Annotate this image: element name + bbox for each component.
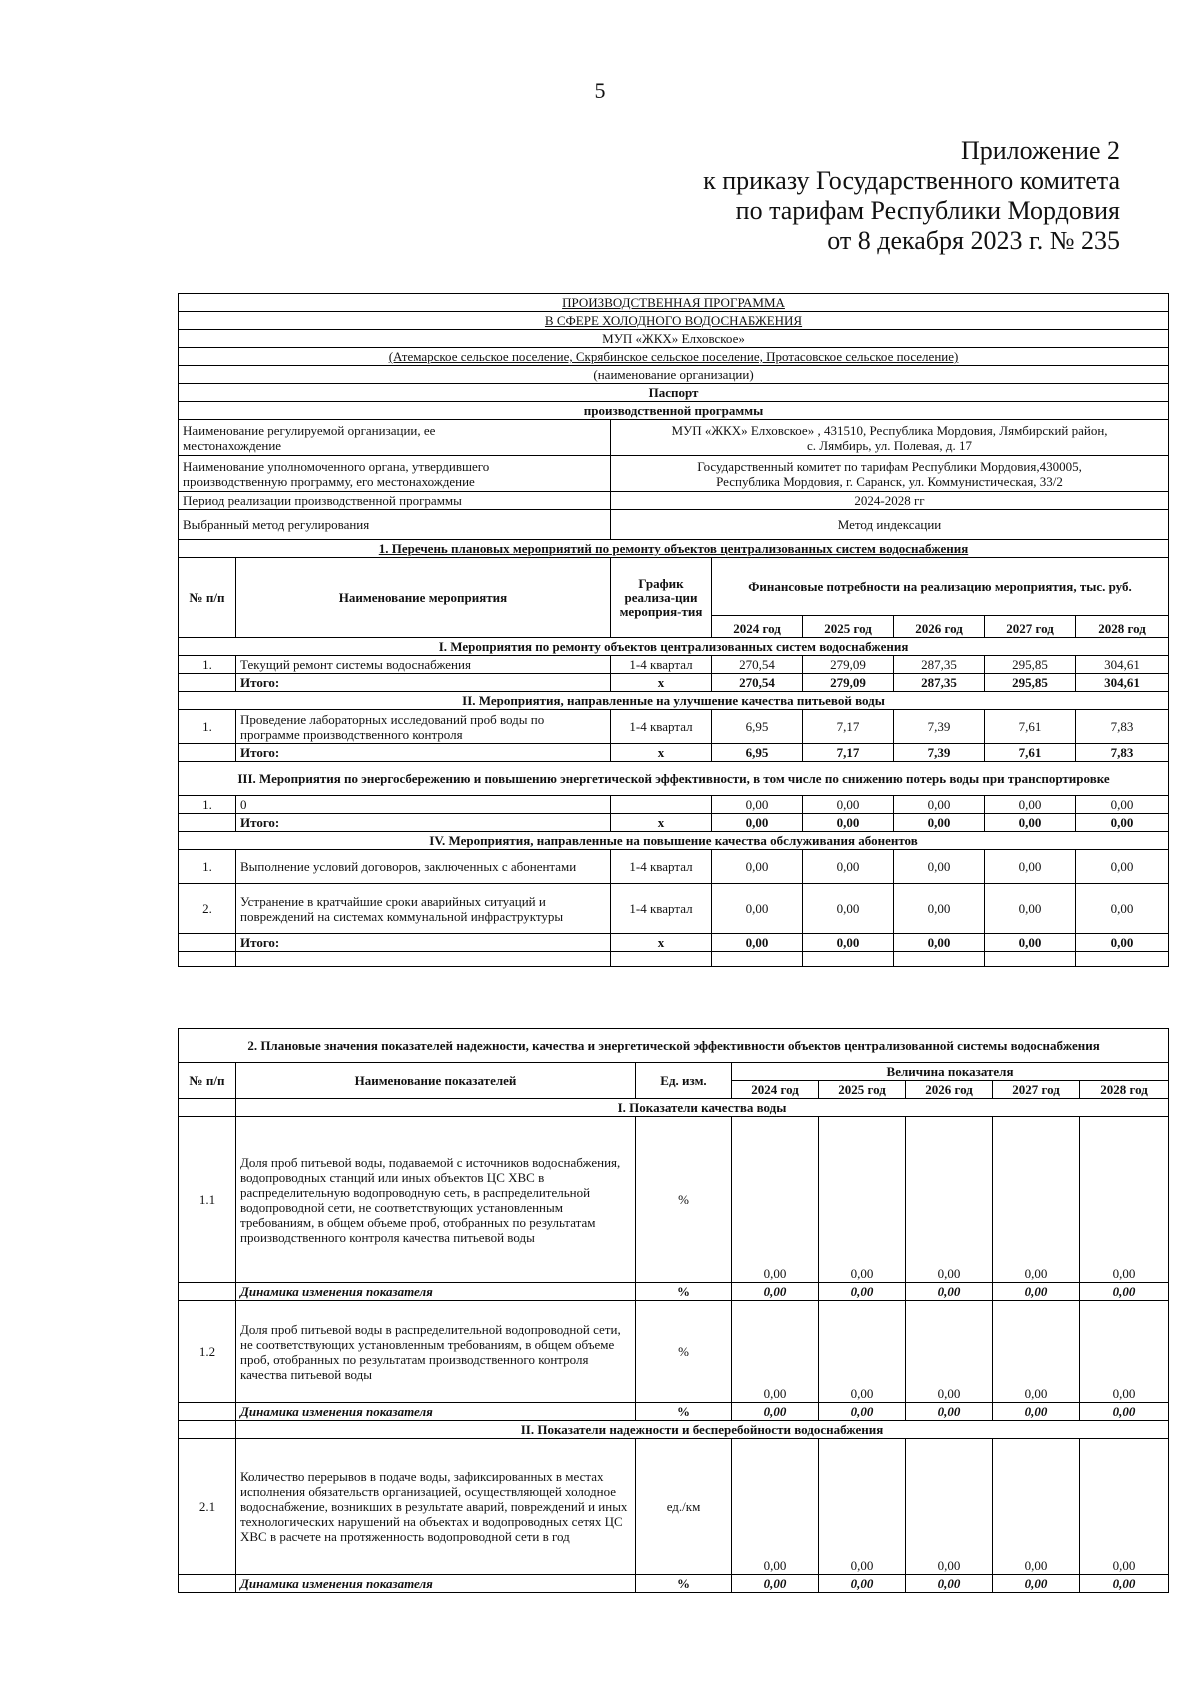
row-num: 2.1 [179, 1439, 236, 1575]
x-mark: х [611, 934, 712, 952]
row-value: 6,95 [712, 710, 803, 744]
group-title: I. Мероприятия по ремонту объектов централизованных систем водоснабжения [179, 638, 1169, 656]
appendix-line: от 8 декабря 2023 г. № 235 [827, 226, 1120, 255]
table-row [179, 850, 1169, 884]
col-name-header: Наименование показателей [236, 1063, 636, 1099]
dynamics-value: 0,00 [732, 1283, 819, 1301]
year-header: 2028 год [1080, 1081, 1169, 1099]
total-value: 279,09 [803, 674, 894, 692]
row-name: Устранение в кратчайшие сроки аварийных ситуаций и повреждений на системах коммунальной инфраструктуры [236, 884, 611, 934]
dynamics-value: 0,00 [906, 1403, 993, 1421]
row-value: 0,00 [819, 1301, 906, 1403]
dynamics-value: 0,00 [906, 1575, 993, 1593]
total-label: Итого: [236, 674, 611, 692]
passport-value: МУП «ЖКХ» Елховское» , 431510, Республика Мордовия, Лямбирский район, с. Лямбирь, ул. Полевая, д. 17 [611, 420, 1169, 456]
total-value: 295,85 [985, 674, 1076, 692]
appendix-block [560, 136, 1120, 256]
row-value: 0,00 [1076, 884, 1169, 934]
row-value: 0,00 [906, 1301, 993, 1403]
section2-title: 2. Плановые значения показателей надежности, качества и энергетической эффективности объектов централизованной системы водоснабжения [179, 1029, 1169, 1063]
group-title: I. Показатели качества воды [236, 1099, 1169, 1117]
total-row [179, 674, 1169, 692]
row-value: 287,35 [894, 656, 985, 674]
row-value: 0,00 [1080, 1301, 1169, 1403]
col-num-header: № п/п [179, 558, 236, 638]
row-name: Текущий ремонт системы водоснабжения [236, 656, 611, 674]
year-header: 2028 год [1076, 616, 1169, 638]
passport-label: Наименование уполномоченного органа, утвердившего производственную программу, его местонахождение [179, 456, 611, 492]
year-header: 2024 год [732, 1081, 819, 1099]
row-unit: ед./км [636, 1439, 732, 1575]
total-value: 0,00 [1076, 934, 1169, 952]
total-value: 0,00 [894, 814, 985, 832]
program-sphere: В СФЕРЕ ХОЛОДНОГО ВОДОСНАБЖЕНИЯ [179, 312, 1169, 330]
spacer-row [179, 952, 1169, 967]
passport-label: Наименование регулируемой организации, ее местонахождение [179, 420, 611, 456]
dynamics-value: 0,00 [993, 1403, 1080, 1421]
group-title: III. Мероприятия по энергосбережению и повышению энергетической эффективности, в том числе по снижению потерь воды при транспортировке [179, 762, 1169, 796]
dynamics-unit: % [636, 1575, 732, 1593]
row-value: 0,00 [894, 796, 985, 814]
row-name: Доля проб питьевой воды в распределительной водопроводной сети, не соответствующих установленным требованиям, в общем объеме проб, отобранных по результатам производственного контроля качества питьевой воды [236, 1301, 636, 1403]
row-schedule: 1-4 квартал [611, 884, 712, 934]
row-num: 1. [179, 710, 236, 744]
passport-label: Выбранный метод регулирования [179, 510, 611, 540]
row-unit: % [636, 1117, 732, 1283]
dynamics-row [179, 1403, 1169, 1421]
passport-subtitle: производственной программы [179, 402, 1169, 420]
row-value: 0,00 [732, 1301, 819, 1403]
table-row [179, 1301, 1169, 1403]
row-value: 0,00 [985, 884, 1076, 934]
row-num: 1. [179, 796, 236, 814]
program-title: ПРОИЗВОДСТВЕННАЯ ПРОГРАММА [179, 294, 1169, 312]
row-name: Количество перерывов в подаче воды, зафиксированных в местах исполнения обязательств организацией, осуществляющей холодное водоснабжение, возникших в результате аварий, повреждений и иных технологических нарушений на объектах и водопроводных сетях ЦС ХВС в расчете на протяженность водопроводной сети в год [236, 1439, 636, 1575]
row-value: 0,00 [1080, 1439, 1169, 1575]
total-value: 304,61 [1076, 674, 1169, 692]
passport-value: Государственный комитет по тарифам Республики Мордовия,430005, Республика Мордовия, г. Саранск, ул. Коммунистическая, 33/2 [611, 456, 1169, 492]
row-value: 0,00 [993, 1439, 1080, 1575]
row-value: 7,61 [985, 710, 1076, 744]
appendix-line: по тарифам Республики Мордовия [735, 196, 1120, 225]
dynamics-value: 0,00 [819, 1575, 906, 1593]
col-schedule-header: График реализа-ции мероприя-тия [611, 558, 712, 638]
row-value: 295,85 [985, 656, 1076, 674]
total-value: 0,00 [894, 934, 985, 952]
row-value: 0,00 [1080, 1117, 1169, 1283]
passport-value: 2024-2028 гг [611, 492, 1169, 510]
row-value: 0,00 [803, 796, 894, 814]
indicators-table [178, 1028, 1168, 1593]
row-num: 1.2 [179, 1301, 236, 1403]
appendix-line: к приказу Государственного комитета [703, 166, 1120, 195]
col-name-header: Наименование мероприятия [236, 558, 611, 638]
dynamics-label: Динамика изменения показателя [236, 1575, 636, 1593]
dynamics-value: 0,00 [906, 1283, 993, 1301]
total-label: Итого: [236, 814, 611, 832]
total-label: Итого: [236, 744, 611, 762]
page-number: 5 [594, 78, 606, 103]
row-value: 0,00 [712, 796, 803, 814]
table-row [179, 796, 1169, 814]
col-value-header: Величина показателя [732, 1063, 1169, 1081]
row-schedule: 1-4 квартал [611, 850, 712, 884]
table-row [179, 884, 1169, 934]
row-name: Выполнение условий договоров, заключенных с абонентами [236, 850, 611, 884]
dynamics-value: 0,00 [993, 1283, 1080, 1301]
total-value: 0,00 [712, 814, 803, 832]
row-value: 0,00 [1076, 796, 1169, 814]
row-value: 0,00 [712, 850, 803, 884]
row-num: 1.1 [179, 1117, 236, 1283]
row-value: 0,00 [732, 1117, 819, 1283]
year-header: 2025 год [803, 616, 894, 638]
dynamics-unit: % [636, 1403, 732, 1421]
row-value: 0,00 [906, 1439, 993, 1575]
appendix-line: Приложение 2 [960, 136, 1120, 165]
col-unit-header: Ед. изм. [636, 1063, 732, 1099]
row-value: 279,09 [803, 656, 894, 674]
section1-title: 1. Перечень плановых мероприятий по ремонту объектов централизованных систем водоснабжения [179, 540, 1169, 558]
total-value: 6,95 [712, 744, 803, 762]
dynamics-value: 0,00 [993, 1575, 1080, 1593]
row-name: 0 [236, 796, 611, 814]
col-num-header: № п/п [179, 1063, 236, 1099]
row-value: 0,00 [894, 884, 985, 934]
settlements: (Атемарское сельское поселение, Скрябинское сельское поселение, Протасовское сельское поселение) [179, 348, 1169, 366]
row-num: 1. [179, 850, 236, 884]
row-name: Проведение лабораторных исследований проб воды по программе производственного контроля [236, 710, 611, 744]
row-value: 0,00 [906, 1117, 993, 1283]
dynamics-value: 0,00 [819, 1403, 906, 1421]
total-value: 7,61 [985, 744, 1076, 762]
row-schedule: 1-4 квартал [611, 710, 712, 744]
year-header: 2026 год [906, 1081, 993, 1099]
row-value: 7,39 [894, 710, 985, 744]
row-value: 270,54 [712, 656, 803, 674]
x-mark: х [611, 814, 712, 832]
row-name: Доля проб питьевой воды, подаваемой с источников водоснабжения, водопроводных станций или иных объектов ЦС ХВС в распределительную водопроводную сеть, в распределительной водопроводной сети, не соответствующих установленным требованиям, в общем объеме проб, отобранных по результатам производственного контроля качества питьевой воды [236, 1117, 636, 1283]
row-value: 0,00 [985, 850, 1076, 884]
organization-name: МУП «ЖКХ» Елховское» [179, 330, 1169, 348]
dynamics-value: 0,00 [1080, 1403, 1169, 1421]
row-value: 7,17 [803, 710, 894, 744]
x-mark: х [611, 674, 712, 692]
row-value: 0,00 [985, 796, 1076, 814]
passport-title: Паспорт [179, 384, 1169, 402]
dynamics-value: 0,00 [819, 1283, 906, 1301]
total-value: 0,00 [803, 934, 894, 952]
row-value: 0,00 [993, 1301, 1080, 1403]
row-num: 2. [179, 884, 236, 934]
table-row [179, 1439, 1169, 1575]
total-value: 0,00 [985, 814, 1076, 832]
dynamics-unit: % [636, 1283, 732, 1301]
total-row [179, 744, 1169, 762]
total-value: 0,00 [985, 934, 1076, 952]
total-row [179, 814, 1169, 832]
row-unit: % [636, 1301, 732, 1403]
col-finance-header: Финансовые потребности на реализацию мероприятия, тыс. руб. [712, 558, 1169, 616]
row-value: 0,00 [894, 850, 985, 884]
passport-value: Метод индексации [611, 510, 1169, 540]
dynamics-row [179, 1283, 1169, 1301]
row-value: 0,00 [993, 1117, 1080, 1283]
dynamics-row [179, 1575, 1169, 1593]
table-row [179, 1117, 1169, 1283]
passport-label: Период реализации производственной программы [179, 492, 611, 510]
total-value: 0,00 [803, 814, 894, 832]
dynamics-value: 0,00 [1080, 1575, 1169, 1593]
year-header: 2025 год [819, 1081, 906, 1099]
table-row [179, 656, 1169, 674]
total-value: 7,83 [1076, 744, 1169, 762]
group-title: II. Мероприятия, направленные на улучшение качества питьевой воды [179, 692, 1169, 710]
total-label: Итого: [236, 934, 611, 952]
row-value: 304,61 [1076, 656, 1169, 674]
row-schedule [611, 796, 712, 814]
dynamics-value: 0,00 [732, 1403, 819, 1421]
row-schedule: 1-4 квартал [611, 656, 712, 674]
row-value: 7,83 [1076, 710, 1169, 744]
total-value: 270,54 [712, 674, 803, 692]
total-value: 7,17 [803, 744, 894, 762]
row-value: 0,00 [712, 884, 803, 934]
program-table [178, 293, 1168, 967]
total-value: 287,35 [894, 674, 985, 692]
total-value: 0,00 [1076, 814, 1169, 832]
row-value: 0,00 [819, 1439, 906, 1575]
dynamics-label: Динамика изменения показателя [236, 1403, 636, 1421]
year-header: 2024 год [712, 616, 803, 638]
dynamics-label: Динамика изменения показателя [236, 1283, 636, 1301]
row-num: 1. [179, 656, 236, 674]
organization-caption: (наименование организации) [179, 366, 1169, 384]
row-value: 0,00 [732, 1439, 819, 1575]
year-header: 2027 год [993, 1081, 1080, 1099]
row-value: 0,00 [1076, 850, 1169, 884]
row-value: 0,00 [803, 850, 894, 884]
year-header: 2026 год [894, 616, 985, 638]
total-row [179, 934, 1169, 952]
year-header: 2027 год [985, 616, 1076, 638]
total-value: 7,39 [894, 744, 985, 762]
row-value: 0,00 [819, 1117, 906, 1283]
table-row [179, 710, 1169, 744]
dynamics-value: 0,00 [1080, 1283, 1169, 1301]
total-value: 0,00 [712, 934, 803, 952]
group-title: II. Показатели надежности и бесперебойности водоснабжения [236, 1421, 1169, 1439]
group-title: IV. Мероприятия, направленные на повышение качества обслуживания абонентов [179, 832, 1169, 850]
dynamics-value: 0,00 [732, 1575, 819, 1593]
row-value: 0,00 [803, 884, 894, 934]
x-mark: х [611, 744, 712, 762]
